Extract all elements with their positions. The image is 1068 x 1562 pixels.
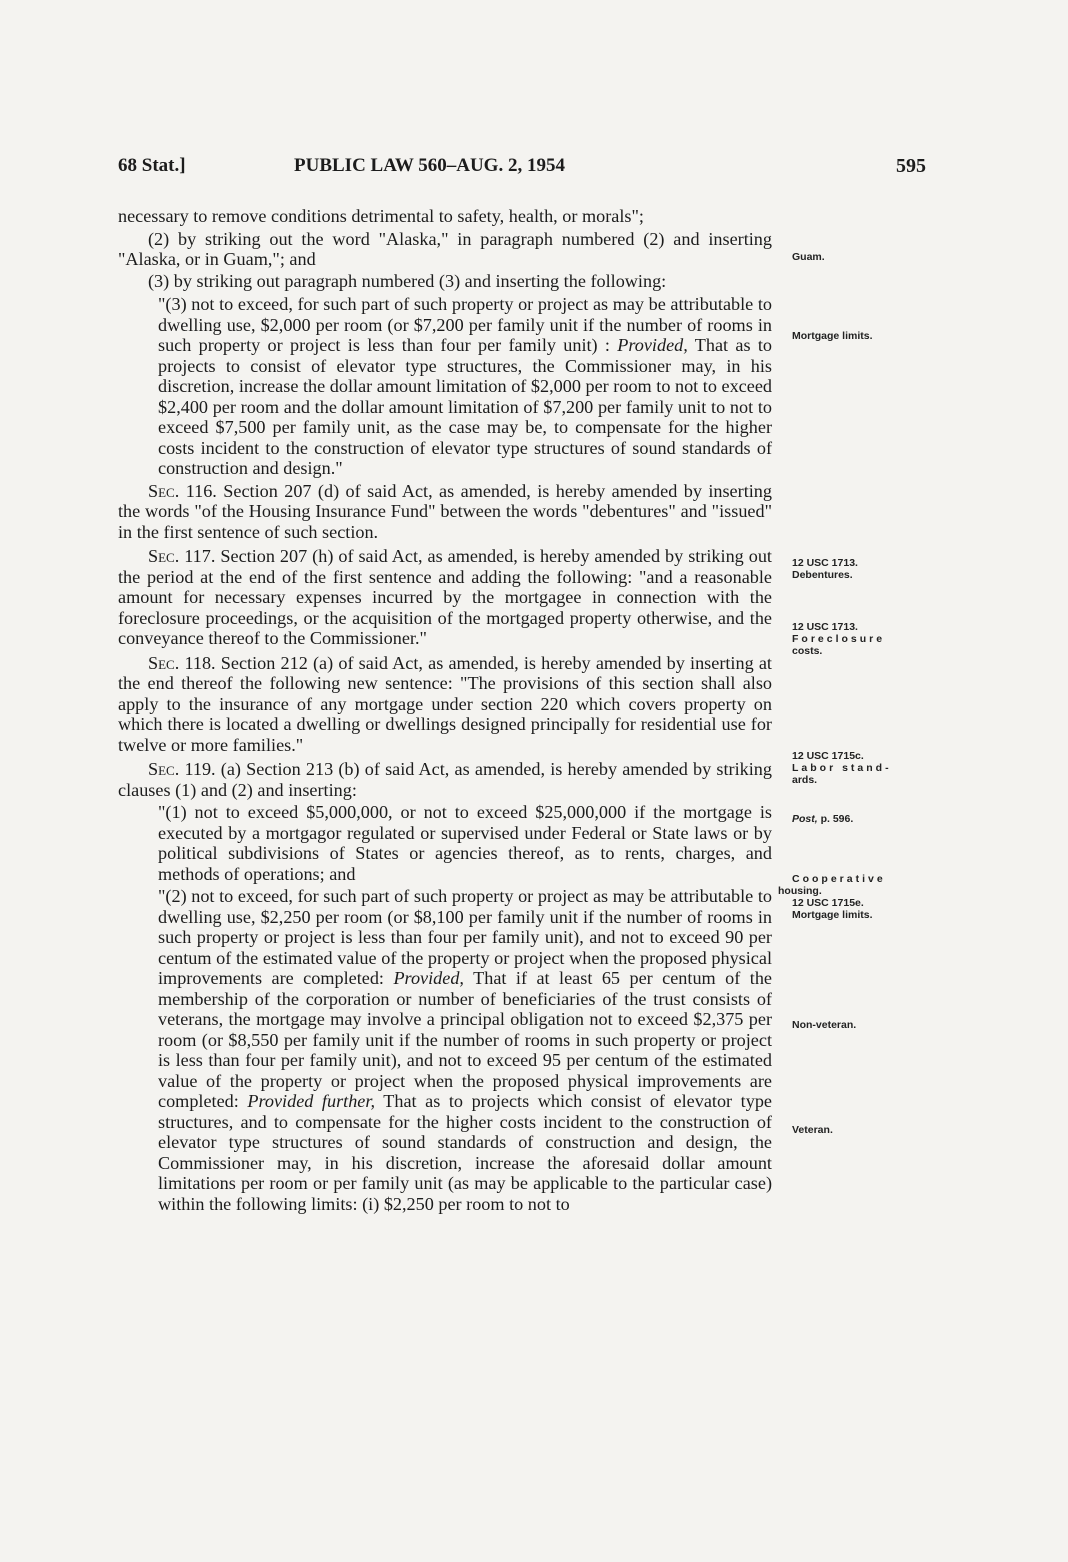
section-119 xyxy=(118,759,772,800)
section-label: Sec. 117. xyxy=(148,546,216,566)
paragraph-2: (2) by striking out the word "Alaska," in paragraph numbered (2) and inserting "Alaska, or in Guam,"; and xyxy=(118,228,772,269)
margin-note-non-veteran: Non-veteran. xyxy=(792,1019,857,1031)
margin-note-foreclosure xyxy=(792,621,932,657)
margin-note-debentures xyxy=(792,557,932,581)
margin-label: Mortgage limits. xyxy=(792,909,873,921)
section-118 xyxy=(118,653,772,756)
quote-text: That if at least 65 per centum of the membership of the corporation or number of beneficiaries of the trust consists of veterans, the mortgage may involve a principal obligation not to exceed $2,375 per room (or $8,550 per family unit if the number of rooms in such property or project is less than four per family unit), and not to exceed 95 per centum of the estimated value of the property or project when the proposed physical improvements are completed: xyxy=(158,968,772,1111)
margin-label: costs. xyxy=(792,645,823,657)
margin-label: ards. xyxy=(792,774,818,786)
section-text: (a) Section 213 (b) of said Act, as amended, is hereby amended by striking clauses (1) and (2) and inserting: xyxy=(118,759,772,800)
page-header xyxy=(118,155,926,183)
section-117 xyxy=(118,546,772,649)
margin-note-labor xyxy=(792,750,932,786)
page-number: 595 xyxy=(896,155,926,177)
quote-text: That as to projects to consist of elevator type structures, the Commissioner may, in his discretion, increase the dollar amount limitation of $2,000 per room to not to exceed $2,400 per room and the dollar amount limitation of $7,200 per family unit to not to exceed $7,500 per family unit, as the case may be, to compensate for the higher costs incident to the construction of elevator type structures of sound standards of construction and design." xyxy=(158,335,772,478)
page-title: PUBLIC LAW 560–AUG. 2, 1954 xyxy=(294,155,565,176)
section-text: Section 212 (a) of said Act, as amended, is hereby amended by inserting at the end thereof the following new sentence: "The provisions of this section shall also apply to the insurance of any mortgage under section 220 which covers property on which there is located a dwelling or dwellings designed principally for residential use for twelve or more families." xyxy=(118,652,772,755)
quote-text: That as to projects which consist of elevator type structures, and to compensate for the higher costs incident to the construction of elevator type structures of sound standards of construction and design, the Commissioner may, in his discretion, increase the aforesaid dollar amount limitations per room or per family unit (as may be applicable to the particular case) within the following limits: (i) $2,250 per room to not to xyxy=(158,1091,772,1214)
usc-citation: 12 USC 1715c. xyxy=(792,750,864,762)
section-label: Sec. 116. xyxy=(148,480,217,501)
section-text: Section 207 (h) of said Act, as amended, is hereby amended by striking out the period at the end of the first sentence and adding the following: "and a reasonable amount for necessary expenses incurred by the mortgagee in connection with the foreclosure proceedings, or the acquisition of the mortgaged property otherwise, and the conveyance thereof to the Commissioner." xyxy=(118,546,772,648)
usc-citation: 12 USC 1715e. xyxy=(792,897,864,909)
margin-note-cooperative xyxy=(778,873,932,921)
quoted-clause-2 xyxy=(118,886,772,1214)
usc-citation: 12 USC 1713. xyxy=(792,557,858,569)
margin-label: Foreclosure xyxy=(792,633,886,645)
margin-label: Labor stand- xyxy=(792,762,892,774)
quote-text: "(2) not to exceed, for such part of such property or project as may be attributable to dwelling use, $2,250 per room (or $8,100 per family unit if the number of rooms in such property or project is less than four per family unit), and not to exceed 90 per centum of the estimated value of the property or project when the proposed physical improvements are completed: xyxy=(158,886,772,988)
quote-text: "(3) not to exceed, for such part of such property or project as may be attributable to dwelling use, $2,000 per room (or $7,200 per family unit if the number of rooms in such property or project is less than four per family unit) : xyxy=(158,294,772,355)
volume-reference: 68 Stat.] xyxy=(118,155,186,176)
margin-note-guam: Guam. xyxy=(792,251,825,263)
section-text: Section 207 (d) of said Act, as amended, is hereby amended by inserting the words "of the Housing Insurance Fund" between the words "debentures" and "issued" in the first sentence of such section. xyxy=(118,480,772,542)
margin-label: Cooperative xyxy=(792,873,886,885)
quoted-clause-1: "(1) not to exceed $5,000,000, or not to exceed $25,000,000 if the mortgage is executed by a mortgagor regulated or supervised under Federal or State laws or by political subdivisions of States or agencies thereof, as to rents, charges, and methods of operations; and xyxy=(158,802,772,884)
provided-term: Provided, xyxy=(393,968,464,988)
margin-label: Debentures. xyxy=(792,569,853,581)
page-ref: p. 596. xyxy=(817,813,854,825)
provided-term: Provided, xyxy=(617,335,688,355)
main-text xyxy=(118,206,772,1214)
usc-citation: 12 USC 1713. xyxy=(792,621,858,633)
quoted-paragraph-3 xyxy=(118,294,772,479)
margin-note-mortgage-limits: Mortgage limits. xyxy=(792,330,873,342)
post-term: Post, xyxy=(792,813,818,825)
paragraph-3: (3) by striking out paragraph numbered (3) and inserting the following: xyxy=(148,270,667,291)
section-label: Sec. 118. xyxy=(148,652,216,673)
section-label: Sec. 119. xyxy=(148,759,216,779)
paragraph-continuation: necessary to remove conditions detrimental to safety, health, or morals"; xyxy=(118,206,644,226)
margin-label: housing. xyxy=(778,885,822,897)
margin-note-post xyxy=(792,813,932,825)
margin-note-veteran: Veteran. xyxy=(792,1124,833,1136)
provided-further-term: Provided further, xyxy=(247,1091,375,1111)
section-116 xyxy=(118,481,772,543)
